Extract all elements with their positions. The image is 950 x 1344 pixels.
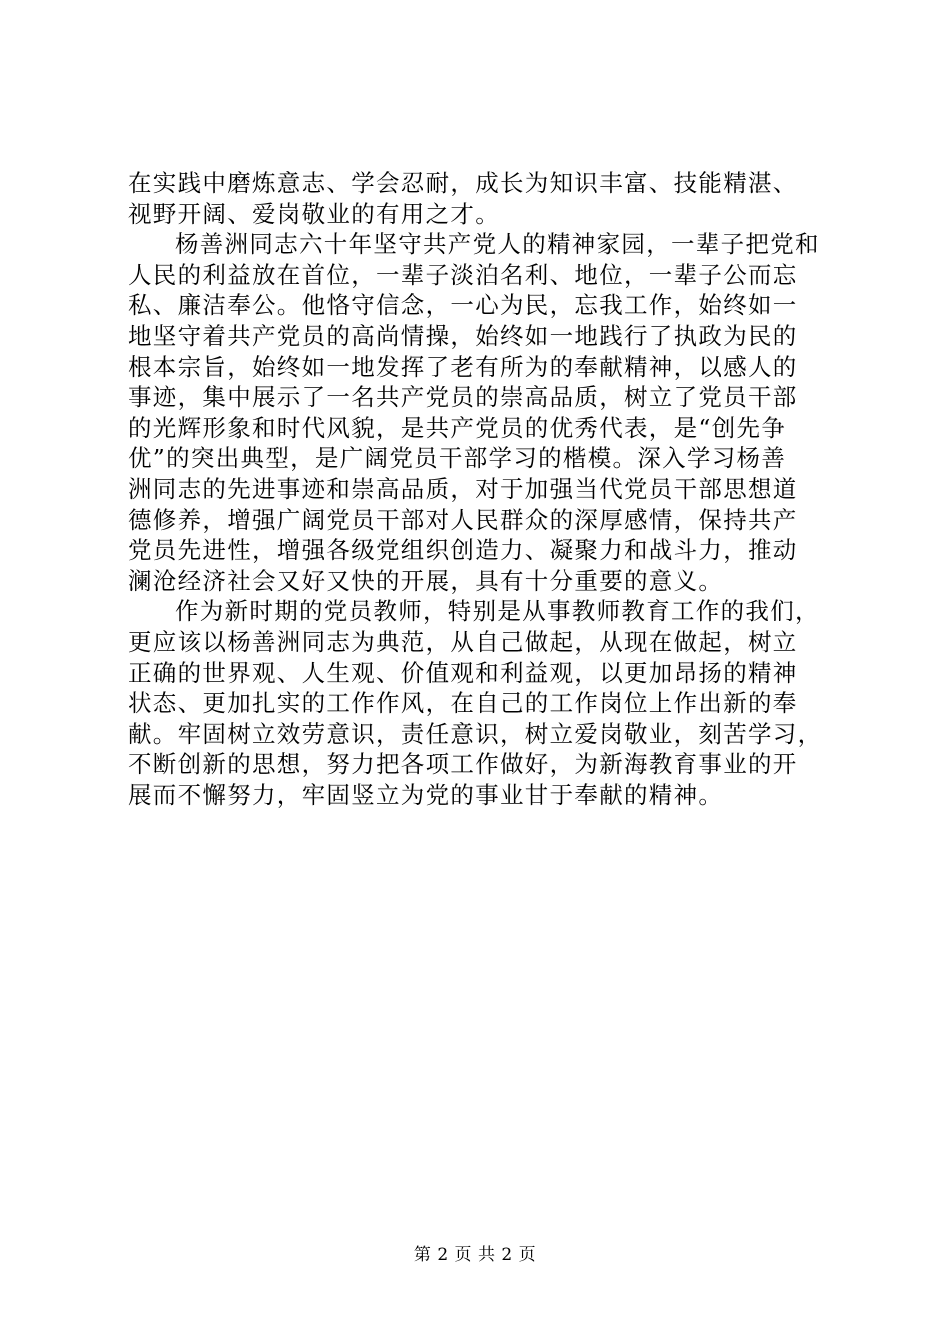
text-line: 状态、更加扎实的工作作风，在自己的工作岗位上作出新的奉: [128, 689, 798, 718]
text-line: 献。牢固树立效劳意识，责任意识，树立爱岗敬业，刻苦学习，: [128, 719, 823, 748]
text-line: 作为新时期的党员教师，特别是从事教师教育工作的我们，: [175, 597, 820, 626]
text-line: 根本宗旨，始终如一地发挥了老有所为的奉献精神，以感人的: [128, 352, 798, 381]
text-line: 人民的利益放在首位，一辈子淡泊名利、地位，一辈子公而忘: [128, 260, 798, 289]
text-line: 展而不懈努力，牢固竖立为党的事业甘于奉献的精神。: [128, 780, 724, 809]
text-line: 不断创新的思想，努力把各项工作做好，为新海教育事业的开: [128, 750, 798, 779]
page-number-label: 第 2 页 共 2 页: [413, 1245, 537, 1265]
text-line: 更应该以杨善洲同志为典范，从自己做起，从现在做起，树立: [128, 627, 798, 656]
text-line: 地坚守着共产党员的高尚情操，始终如一地践行了执政为民的: [128, 321, 798, 350]
text-line: 的光辉形象和时代风貌，是共产党员的优秀代表，是“创先争: [128, 413, 787, 442]
text-line: 德修养，增强广阔党员干部对人民群众的深厚感情，保持共产: [128, 505, 798, 534]
page-footer: [0, 1244, 950, 1266]
text-line: 党员先进性，增强各级党组织创造力、凝聚力和战斗力，推动: [128, 536, 798, 565]
text-line: 澜沧经济社会又好又快的开展，具有十分重要的意义。: [128, 566, 724, 595]
text-line: 私、廉洁奉公。他恪守信念，一心为民，忘我工作，始终如一: [128, 291, 798, 320]
text-line: 正确的世界观、人生观、价值观和利益观，以更加昂扬的精神: [128, 658, 798, 687]
text-line: 事迹，集中展示了一名共产党员的崇高品质，树立了党员干部: [128, 383, 798, 412]
text-line: 洲同志的先进事迹和崇高品质，对于加强当代党员干部思想道: [128, 474, 798, 503]
text-line: 杨善洲同志六十年坚守共产党人的精神家园，一辈子把党和: [175, 230, 820, 259]
text-line: 视野开阔、爱岗敬业的有用之才。: [128, 199, 500, 228]
text-line: 在实践中磨炼意志、学会忍耐，成长为知识丰富、技能精湛、: [128, 169, 798, 197]
document-body: [128, 168, 840, 810]
text-line: 优”的突出典型，是广阔党员干部学习的楷模。深入学习杨善: [128, 444, 787, 473]
